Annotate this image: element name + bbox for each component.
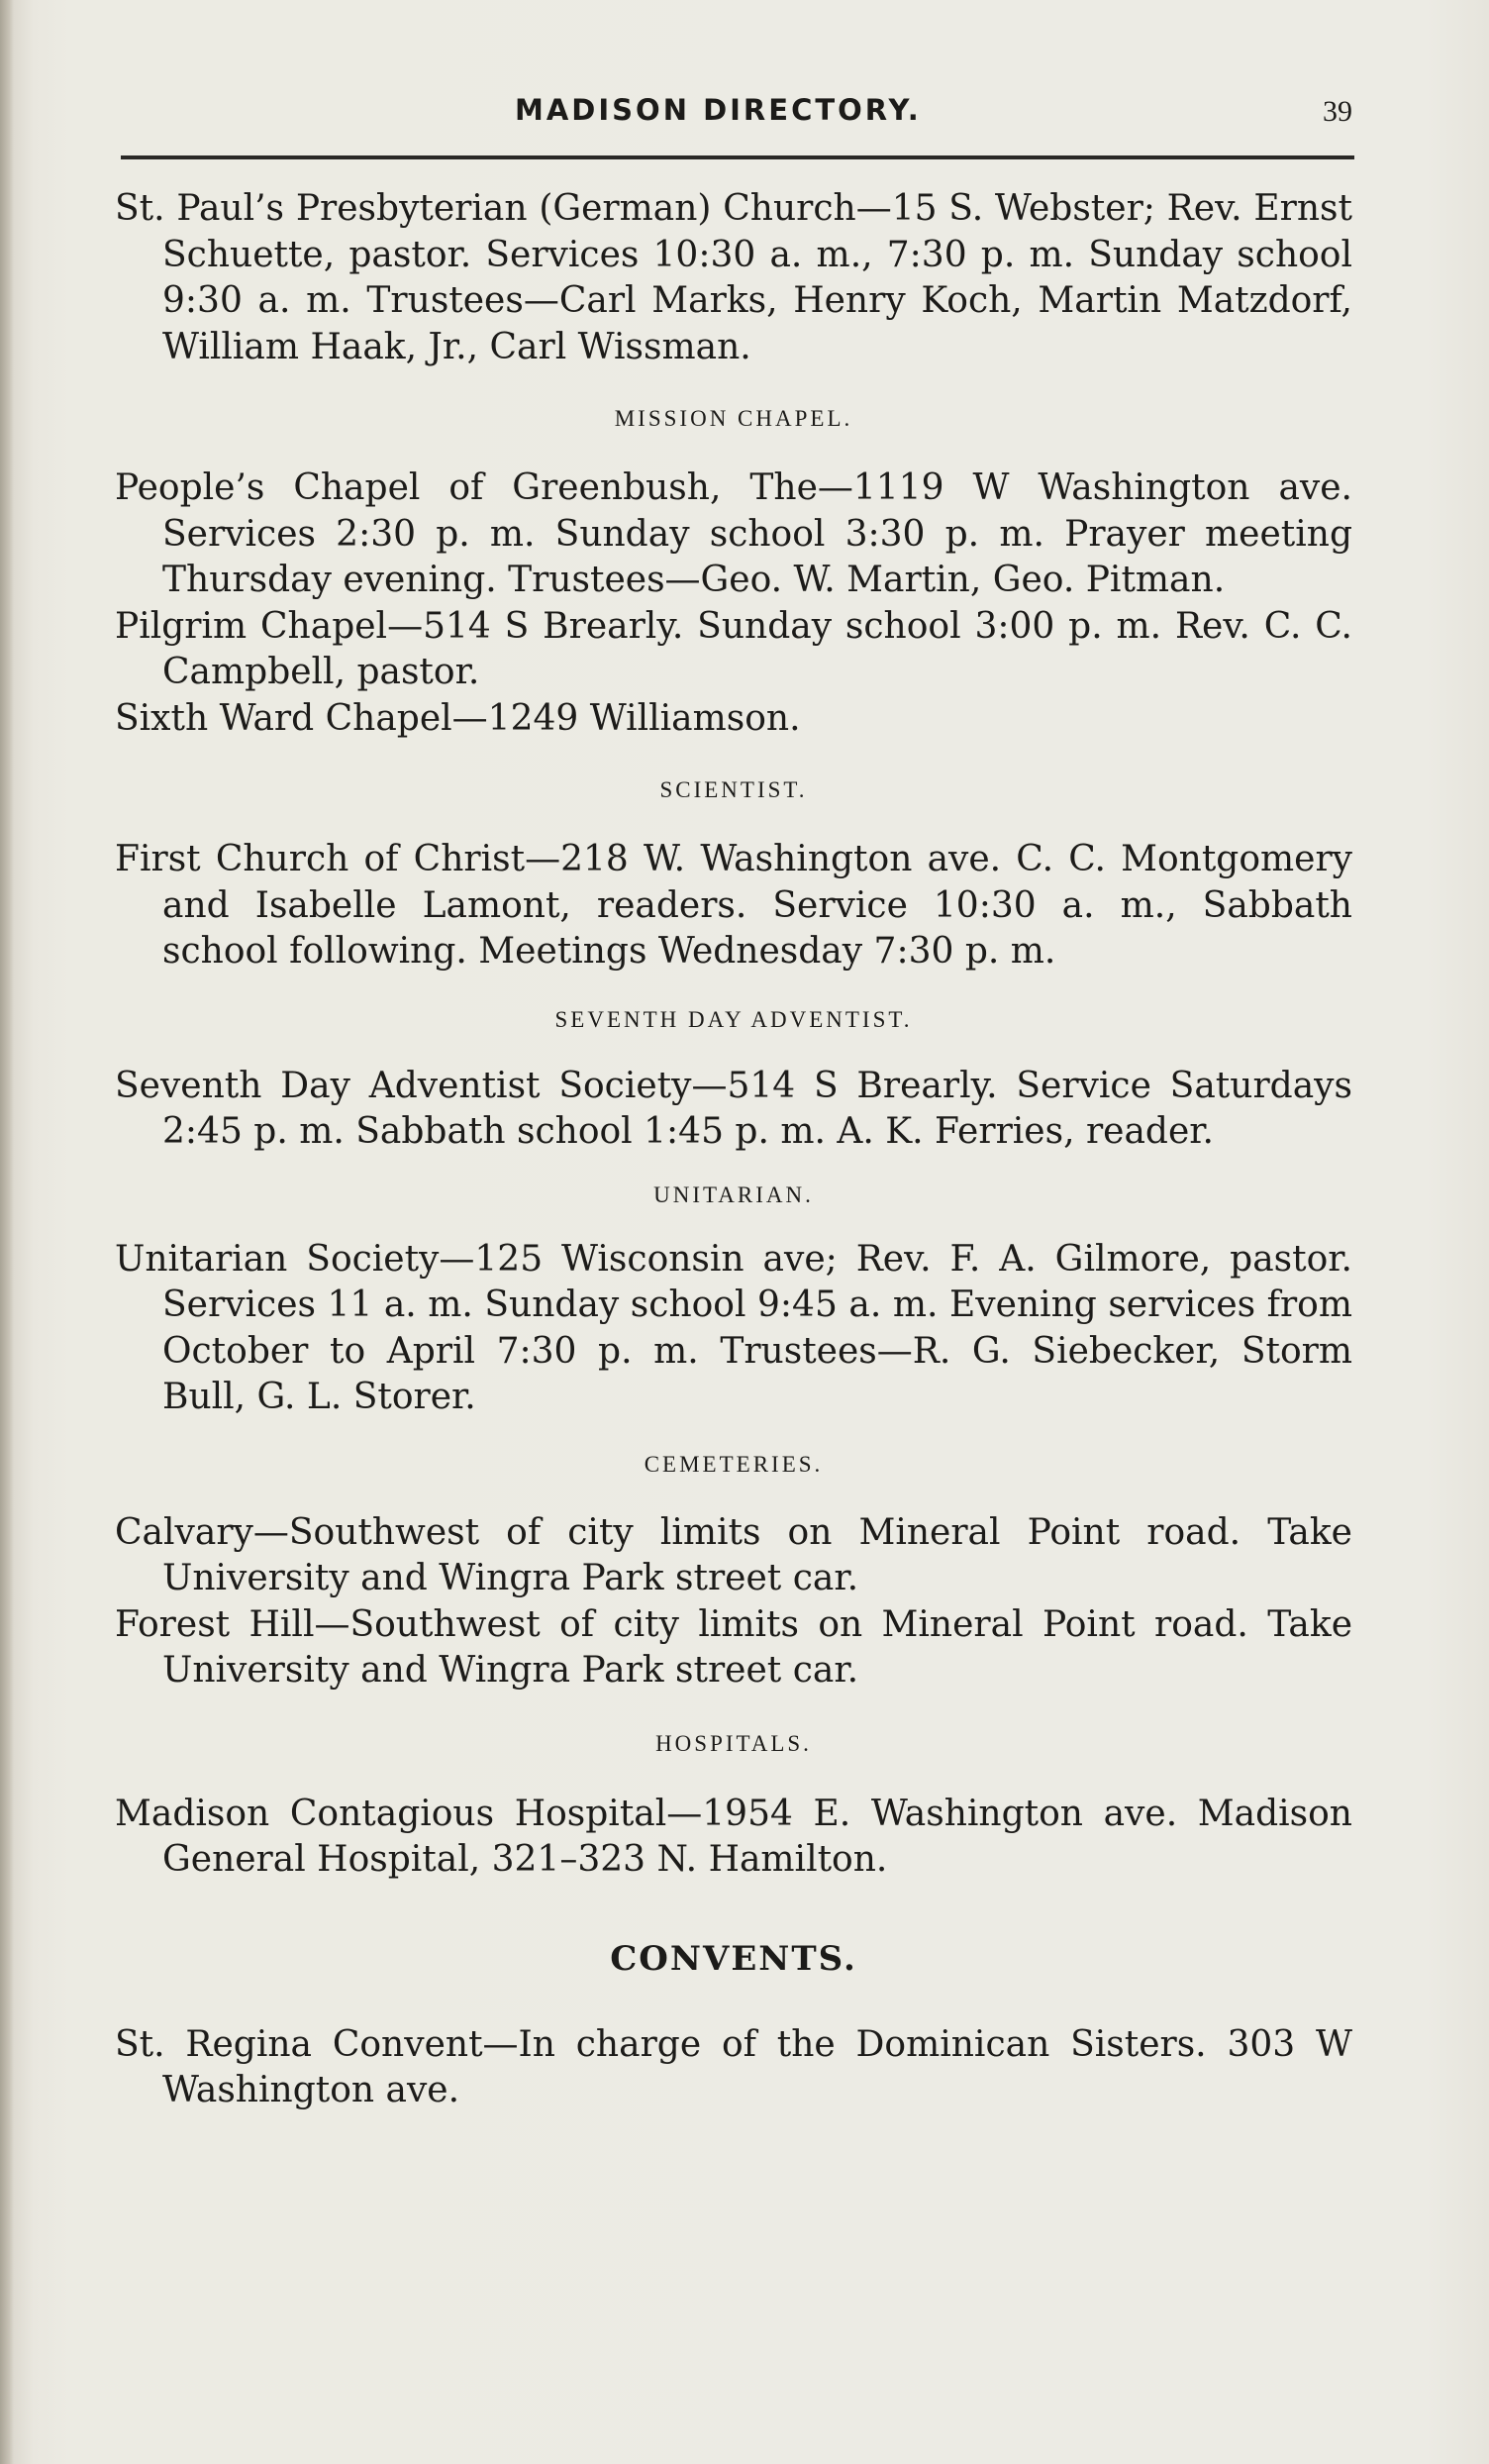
directory-entry-first-church-of-christ: First Church of Christ—218 W. Washington ave. C. C. Montgomery and Isabelle Lamont, readers. Service 10:30 a. m., Sabbath school following. Meetings Wednesday 7:30 p. m.	[115, 839, 1352, 972]
directory-entry-pilgrim-chapel: Pilgrim Chapel—514 S Brearly. Sunday school 3:00 p. m. Rev. C. C. Campbell, pastor.	[115, 605, 1352, 692]
directory-content	[115, 186, 1352, 2114]
section-heading-seventh-day-adventist: SEVENTH DAY ADVENTIST.	[554, 1006, 913, 1032]
page-binding-shadow	[0, 0, 14, 2464]
running-head: MADISON DIRECTORY.	[515, 93, 922, 127]
directory-entry-calvary: Calvary—Southwest of city limits on Mineral Point road. Take University and Wingra Park street car.	[115, 1511, 1352, 1598]
directory-entry-sixth-ward-chapel: Sixth Ward Chapel—1249 Williamson.	[115, 697, 801, 739]
page-number: 39	[1323, 95, 1352, 128]
section-heading-hospitals: HOSPITALS.	[655, 1730, 812, 1756]
directory-entry-peoples-chapel: People’s Chapel of Greenbush, The—1119 W Washington ave. Services 2:30 p. m. Sunday school 3:30 p. m. Prayer meeting Thursday evening. Trustees—Geo. W. Martin, Geo. Pitman.	[115, 467, 1352, 600]
directory-entry-st-pauls-presbyterian: St. Paul’s Presbyterian (German) Church—15 S. Webster; Rev. Ernst Schuette, pastor. Services 10:30 a. m., 7:30 p. m. Sunday school 9:30 a. m. Trustees—Carl Marks, Henry Koch, Martin Matzdorf, William Haak, Jr., Carl Wissman.	[115, 188, 1352, 367]
directory-entry-forest-hill: Forest Hill—Southwest of city limits on Mineral Point road. Take University and Wingra Park street car.	[115, 1603, 1352, 1691]
directory-entry-unitarian-society: Unitarian Society—125 Wisconsin ave; Rev. F. A. Gilmore, pastor. Services 11 a. m. Sunday school 9:45 a. m. Evening services from October to April 7:30 p. m. Trustees—R. G. Siebecker, Storm Bull, G. L. Storer.	[115, 1238, 1352, 1417]
directory-entry-madison-hospitals: Madison Contagious Hospital—1954 E. Washington ave. Madison General Hospital, 321–323 N. Hamilton.	[115, 1793, 1352, 1880]
section-heading-mission-chapel: MISSION CHAPEL.	[614, 406, 853, 431]
directory-entry-st-regina-convent: St. Regina Convent—In charge of the Dominican Sisters. 303 W Washington ave.	[115, 2023, 1352, 2110]
section-heading-scientist: SCIENTIST.	[659, 777, 808, 802]
header-rule	[121, 155, 1354, 159]
section-heading-cemeteries: CEMETERIES.	[644, 1451, 824, 1477]
section-heading-unitarian: UNITARIAN.	[653, 1181, 814, 1207]
directory-entry-seventh-day-adventist-society: Seventh Day Adventist Society—514 S Brearly. Service Saturdays 2:45 p. m. Sabbath school 1:45 p. m. A. K. Ferries, reader.	[115, 1065, 1352, 1152]
section-heading-convents: CONVENTS.	[610, 1938, 857, 1979]
